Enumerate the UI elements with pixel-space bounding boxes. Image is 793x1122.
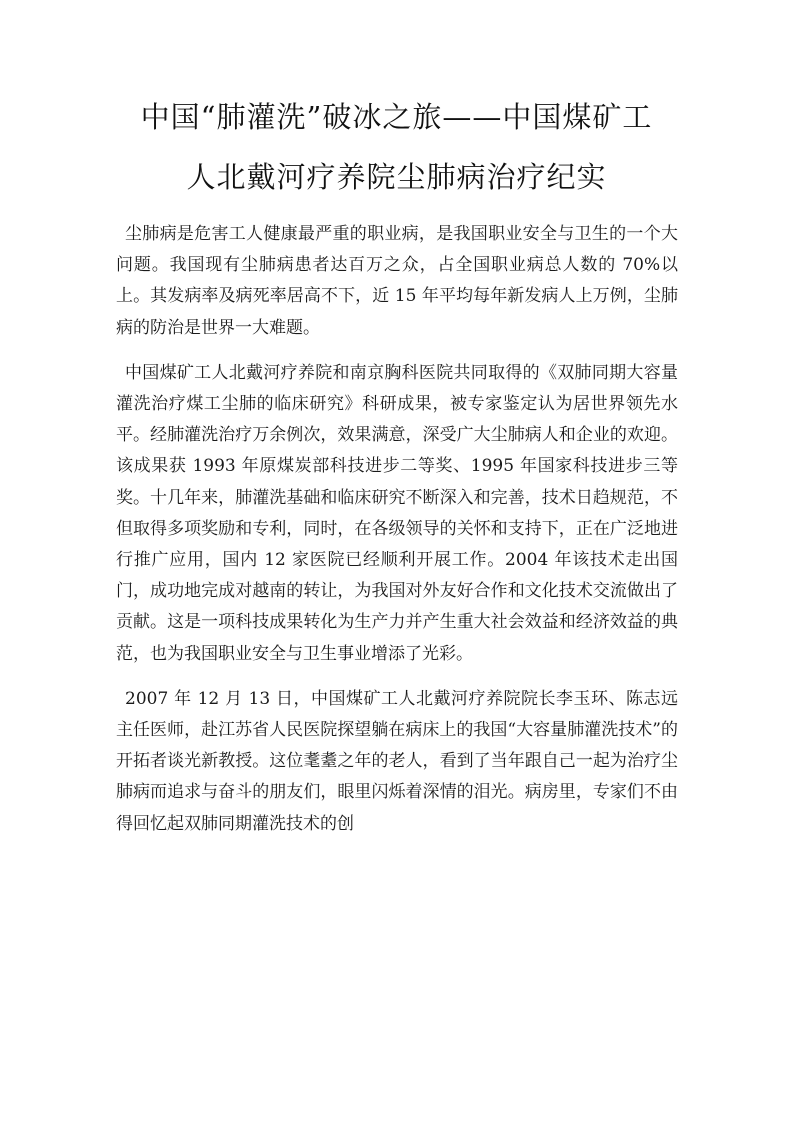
title-line-2: 人北戴河疗养院尘肺病治疗纪实: [186, 160, 607, 194]
document-title: [100, 87, 693, 207]
paragraph-1: 尘肺病是危害工人健康最严重的职业病，是我国职业安全与卫生的一个大问题。我国现有尘肺病患者达百万之众，占全国职业病总人数的 70%以上。其发病率及病死率居高不下，近 15 年平均每年新发病人上万例，尘肺病的防治是世界一大难题。: [116, 224, 678, 338]
document-body: [116, 219, 678, 854]
title-line-1: 中国“肺灌洗”破冰之旅——中国煤矿工: [140, 100, 653, 134]
paragraph-3: 2007 年 12 月 13 日，中国煤矿工人北戴河疗养院院长李玉环、陈志远主任医师，赴江苏省人民医院探望躺在病床上的我国“大容量肺灌洗技术”的开拓者谈光新教授。这位耄耋之年的老人，看到了当年跟自己一起为治疗尘肺病而追求与奋斗的朋友们，眼里闪烁着深情的泪光。病房里，专家们不由得回忆起双肺同期灌洗技术的创: [116, 688, 678, 834]
paragraph-2: 中国煤矿工人北戴河疗养院和南京胸科医院共同取得的《双肺同期大容量灌洗治疗煤工尘肺的临床研究》科研成果，被专家鉴定认为居世界领先水平。经肺灌洗治疗万余例次，效果满意，深受广大尘肺病人和企业的欢迎。该成果获 1993 年原煤炭部科技进步二等奖、1995 年国家科技进步三等奖。十几年来，肺灌洗基础和临床研究不断深入和完善，技术日趋规范，不但取得多项奖励和专利，同时，在各级领导的关怀和支持下，正在广泛地进行推广应用，国内 12 家医院已经顺利开展工作。2004 年该技术走出国门，成功地完成对越南的转让，为我国对外友好合作和文化技术交流做出了贡献。这是一项科技成果转化为生产力并产生重大社会效益和经济效益的典范，也为我国职业安全与卫生事业增添了光彩。: [116, 362, 678, 664]
